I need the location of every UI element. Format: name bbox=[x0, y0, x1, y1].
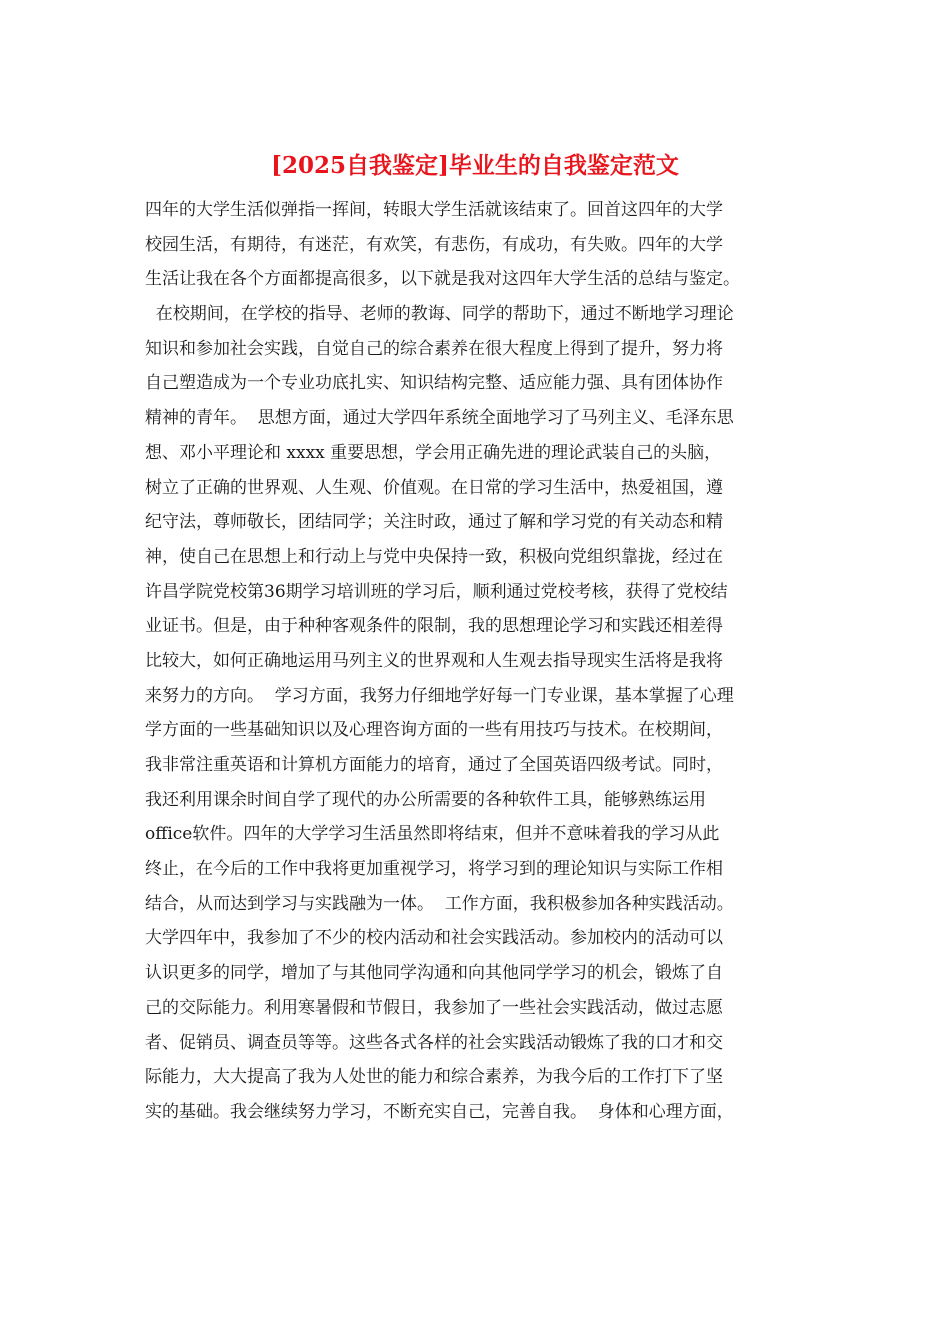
body-line: 自己塑造成为一个专业功底扎实、知识结构完整、适应能力强、具有团体协作 bbox=[145, 373, 723, 394]
body-line: 终止，在今后的工作中我将更加重视学习，将学习到的理论知识与实际工作相 bbox=[145, 859, 723, 880]
body-line: 精神的青年。 思想方面，通过大学四年系统全面地学习了马列主义、毛泽东思 bbox=[145, 408, 734, 429]
body-line: 者、促销员、调查员等等。这些各式各样的社会实践活动锻炼了我的口才和交 bbox=[145, 1032, 723, 1053]
body-line: 在校期间，在学校的指导、老师的教诲、同学的帮助下，通过不断地学习理论 bbox=[145, 304, 734, 325]
body-line: 我非常注重英语和计算机方面能力的培育，通过了全国英语四级考试。同时， bbox=[145, 755, 723, 775]
body-line: 四年的大学生活似弹指一挥间，转眼大学生活就该结束了。回首这四年的大学 bbox=[145, 200, 723, 220]
body-line: 树立了正确的世界观、人生观、价值观。在日常的学习生活中，热爱祖国，遵 bbox=[145, 477, 723, 498]
body-line: 际能力，大大提高了我为人处世的能力和综合素养，为我今后的工作打下了坚 bbox=[145, 1067, 723, 1088]
body-line: 生活让我在各个方面都提高很多，以下就是我对这四年大学生活的总结与鉴定。 bbox=[145, 269, 740, 290]
body-line: office软件。四年的大学学习生活虽然即将结束，但并不意味着我的学习从此 bbox=[145, 824, 720, 845]
body-line: 己的交际能力。利用寒暑假和节假日，我参加了一些社会实践活动，做过志愿 bbox=[145, 997, 723, 1018]
body-line: 大学四年中，我参加了不少的校内活动和社会实践活动。参加校内的活动可以 bbox=[145, 928, 723, 949]
body-line: 认识更多的同学，增加了与其他同学沟通和向其他同学学习的机会，锻炼了自 bbox=[145, 963, 723, 984]
body-line: 神，使自己在思想上和行动上与党中央保持一致，积极向党组织靠拢，经过在 bbox=[145, 546, 723, 567]
body-line: 学方面的一些基础知识以及心理咨询方面的一些有用技巧与技术。在校期间， bbox=[145, 720, 723, 741]
body-line: 比较大，如何正确地运用马列主义的世界观和人生观去指导现实生活将是我将 bbox=[145, 650, 723, 671]
body-line: 结合，从而达到学习与实践融为一体。 工作方面，我积极参加各种实践活动。 bbox=[145, 893, 734, 914]
document-title: [2025自我鉴定]毕业生的自我鉴定范文 bbox=[271, 152, 679, 179]
body-line: 我还利用课余时间自学了现代的办公所需要的各种软件工具，能够熟练运用 bbox=[145, 789, 706, 810]
body-line: 来努力的方向。 学习方面，我努力仔细地学好每一门专业课，基本掌握了心理 bbox=[145, 685, 734, 706]
body-line: 许昌学院党校第36期学习培训班的学习后，顺利通过党校考核，获得了党校结 bbox=[145, 581, 728, 602]
body-line: 纪守法，尊师敬长，团结同学；关注时政，通过了解和学习党的有关动态和精 bbox=[145, 512, 723, 533]
document-body bbox=[145, 193, 815, 1130]
body-line: 想、邓小平理论和 xxxx 重要思想，学会用正确先进的理论武装自己的头脑， bbox=[145, 442, 722, 463]
body-line: 知识和参加社会实践，自觉自己的综合素养在很大程度上得到了提升，努力将 bbox=[145, 338, 723, 359]
body-line: 校园生活，有期待，有迷茫，有欢笑，有悲伤，有成功，有失败。四年的大学 bbox=[145, 234, 723, 255]
body-line: 实的基础。我会继续努力学习，不断充实自己，完善自我。 身体和心理方面， bbox=[145, 1101, 734, 1122]
body-line: 业证书。但是，由于种种客观条件的限制，我的思想理论学习和实践还相差得 bbox=[145, 616, 723, 637]
